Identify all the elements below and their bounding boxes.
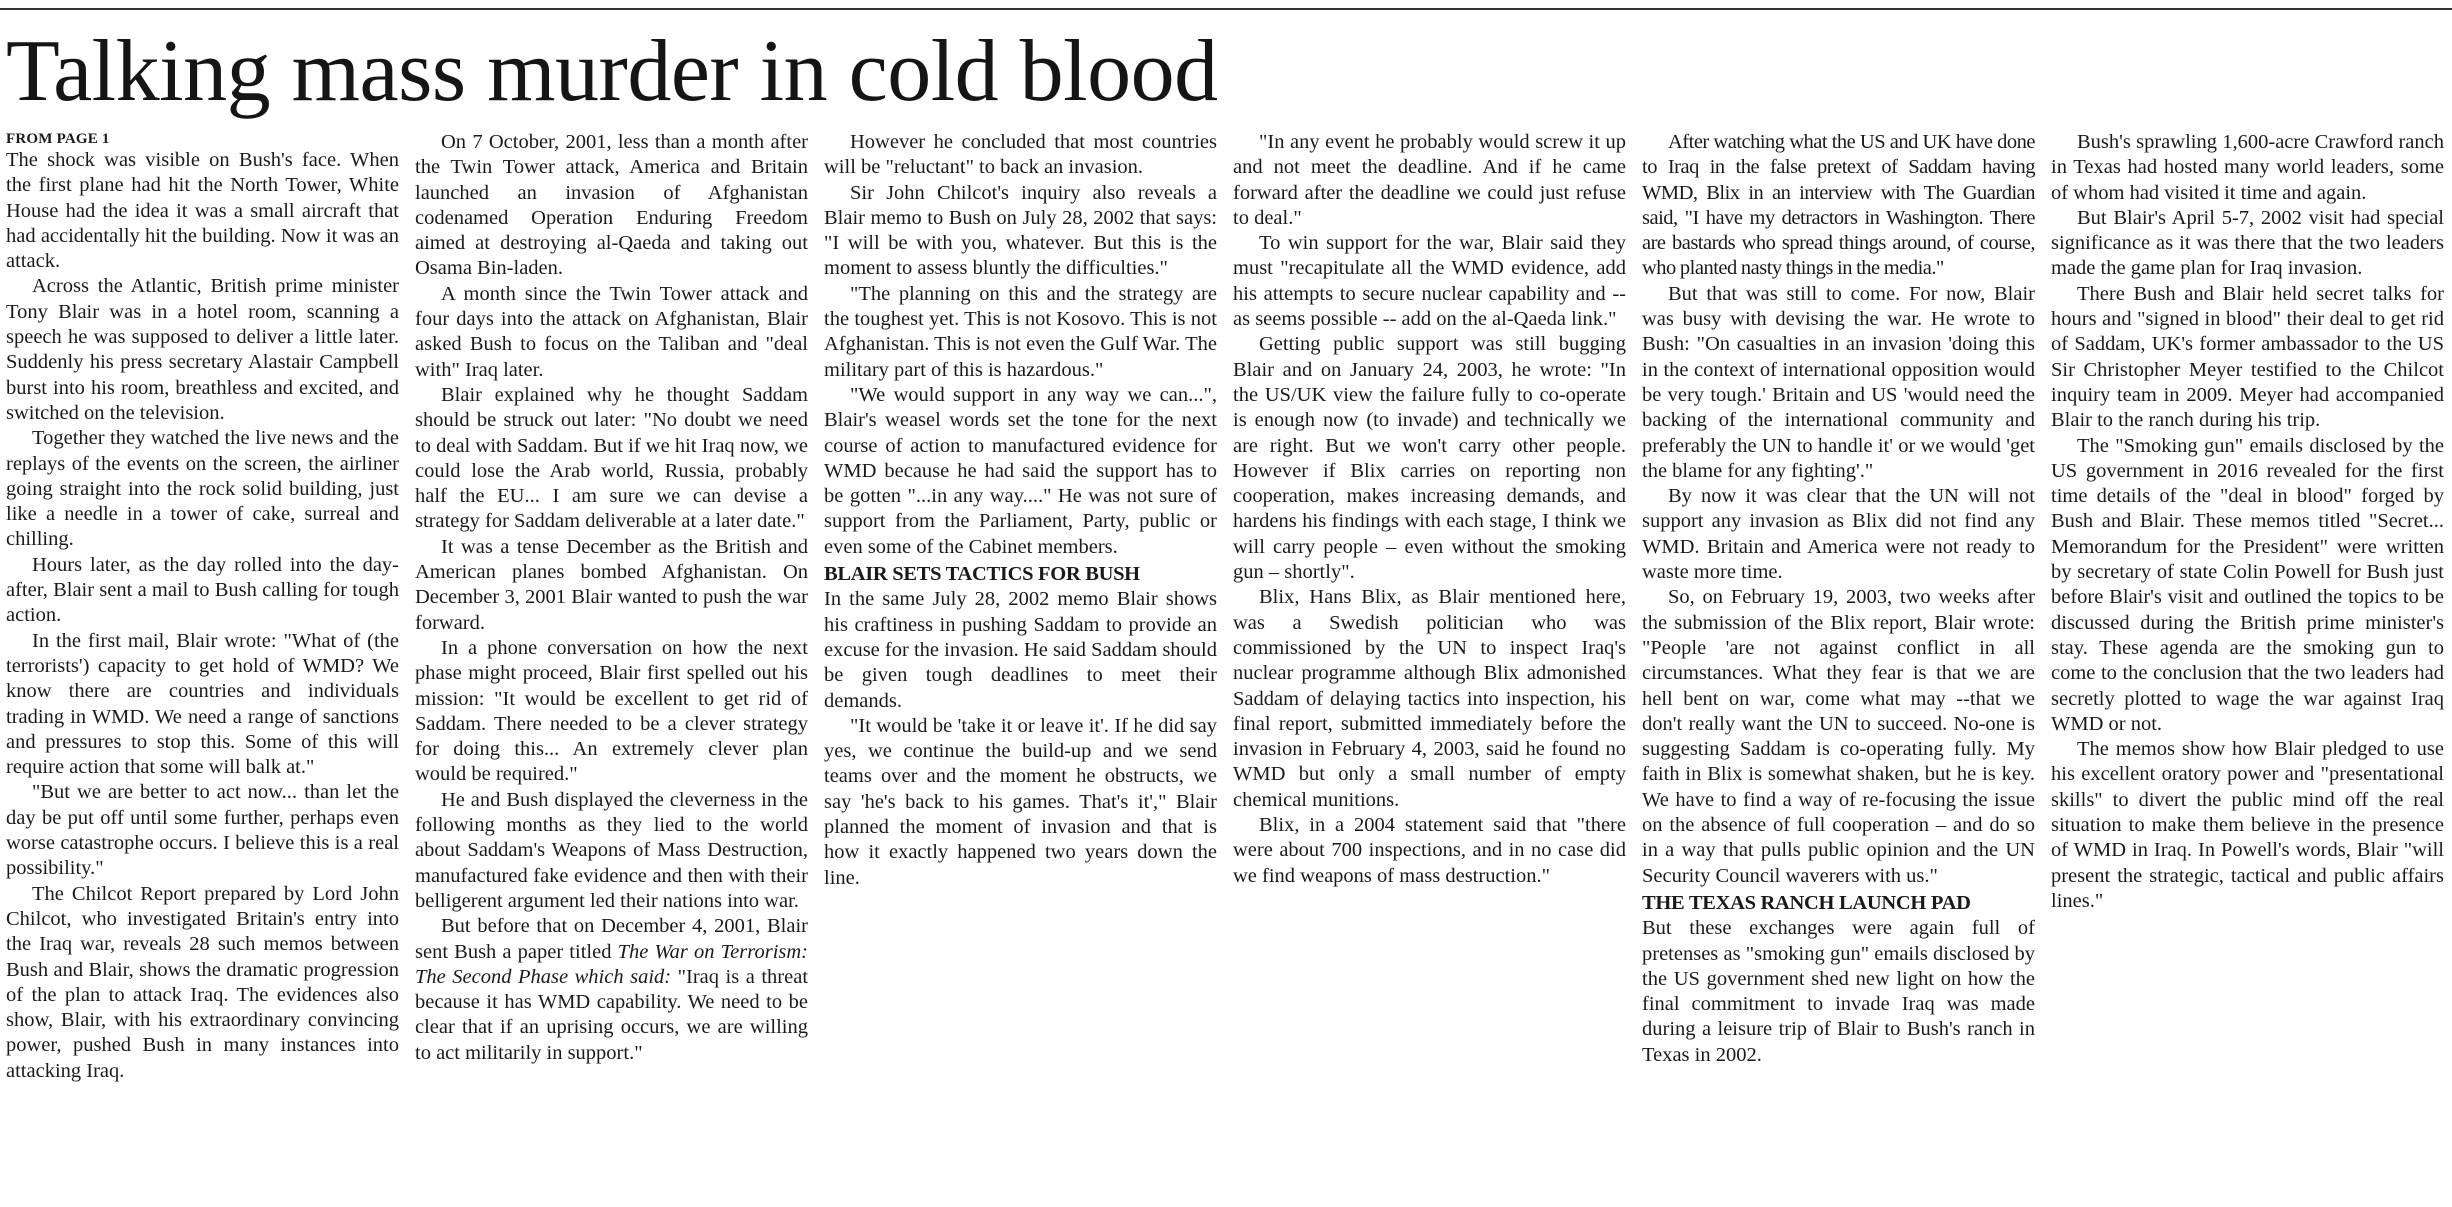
paragraph: He and Bush displayed the cleverness in the following months as they lied to the world about Saddam's Weapons of Mass Destruction, manufactured fake evidence and then with their belligerent argument led their nations into war.: [415, 788, 808, 912]
top-rule: [0, 8, 2452, 10]
paragraph: A month since the Twin Tower attack and four days into the attack on Afghanistan, Blair asked Bush to focus on the Taliban and "deal with" Iraq later.: [415, 282, 808, 381]
paragraph-text: But before that on December 4, 2001, Blair sent Bush a paper titled: [415, 915, 808, 963]
paragraph: There Bush and Blair held secret talks for hours and "signed in blood" their deal to get rid of Saddam, UK's former ambassador to the US Sir Christopher Meyer testified to the Chilcot inquiry team in 2009. Meyer had accompanied Blair to the ranch during his trip.: [2051, 282, 2444, 432]
paragraph: "In any event he probably would screw it up and not meet the deadline. And if he came forward after the deadline we could just refuse to deal.": [1233, 131, 1626, 229]
paragraph: The shock was visible on Bush's face. When the first plane had hit the North Tower, White House had the idea it was a small aircraft that had accidentally hit the building. Now it was an attack.: [6, 149, 399, 273]
paragraph: Blix, Hans Blix, as Blair mentioned here, was a Swedish politician who was commissioned by the UN to inspect Iraq's nuclear programme although Blix admonished Saddam of delaying tactics into inspection, his final report, submitted immediately before the invasion in February 4, 2003, said he found no WMD but only a small number of empty chemical munitions.: [1233, 586, 1626, 811]
paragraph: "But we are better to act now... than let the day be put off until some further, perhaps even worse catastrophe occurs. I believe this is a real possibility.": [6, 781, 399, 880]
headline: Talking mass murder in cold blood: [6, 23, 1218, 120]
subhead-texas: THE TEXAS RANCH LAUNCH PAD: [1642, 891, 1971, 914]
article-body: [6, 130, 2446, 1207]
paragraph: Across the Atlantic, British prime minister Tony Blair was in a hotel room, scanning a speech he was supposed to deliver a little later. Suddenly his press secretary Alastair Campbell burst into his room, breathless and excited, and switched on the television.: [6, 275, 399, 424]
subhead-tactics: BLAIR SETS TACTICS FOR BUSH: [824, 563, 1140, 586]
paragraph: "It would be 'take it or leave it'. If he did say yes, we continue the build-up and we send teams over and the moment he obstructs, we say 'he's back to his games. That's it'," Blair planned the moment of invasion and that is how it exactly happened two years down the line.: [824, 714, 1217, 889]
paragraph: But these exchanges were again full of pretenses as "smoking gun" emails disclosed by the US government shed new light on how the final commitment to invade Iraq was made during a leisure trip of Blair to Bush's ranch in Texas in 2002.: [1642, 917, 2035, 1066]
paragraph: By now it was clear that the UN will not support any invasion as Blix did not find any WMD. Britain and America were not ready to waste more time.: [1642, 485, 2035, 584]
paragraph: To win support for the war, Blair said they must "recapitulate all the WMD evidence, add his attempts to secure nuclear capability and -- as seems possible -- add on the al-Qaeda link.": [1233, 232, 1626, 331]
paragraph: Bush's sprawling 1,600-acre Crawford ranch in Texas had hosted many world leaders, some of whom had visited it time and again.: [2051, 131, 2444, 204]
paragraph: So, on February 19, 2003, two weeks after the submission of the Blix report, Blair wrote: "People 'are not against conflict in all circumstances. What they fear is that we are hell bent on war, come what may --that we don't really want the UN to succeed. No-one is suggesting Saddam is co-operating fully. My faith in Blix is somewhat shaken, but he is key. We have to find a way of re-focusing the issue on the absence of full cooperation – and do so in a way that pulls public opinion and the UN Security Council waverers with us.": [1642, 586, 2035, 887]
paragraph: Sir John Chilcot's inquiry also reveals a Blair memo to Bush on July 28, 2002 that says: "I will be with you, whatever. But this is the moment to assess bluntly the difficulties.": [824, 181, 1217, 280]
column-4: [1233, 130, 1626, 1207]
paragraph: But Blair's April 5-7, 2002 visit had special significance as it was there that the two leaders made the game plan for Iraq invasion.: [2051, 206, 2444, 280]
paragraph: [415, 914, 808, 1066]
column-5: [1642, 130, 2035, 1207]
paragraph: In the same July 28, 2002 memo Blair shows his craftiness in pushing Saddam to provide an excuse for the invasion. He said Saddam should be given tough deadlines to meet their demands.: [824, 588, 1217, 712]
column-1: [6, 130, 399, 1207]
column-2: [415, 130, 808, 1207]
paragraph: It was a tense December as the British and American planes bombed Afghanistan. On December 3, 2001 Blair wanted to push the war forward.: [415, 535, 808, 634]
column-3: [824, 130, 1217, 1207]
kicker: FROM PAGE 1: [6, 131, 110, 147]
paragraph: Getting public support was still bugging Blair and on January 24, 2003, he wrote: "In the US/UK view the failure fully to co-operate is enough now (to invade) and technically we are right. But we won't carry other people. However if Blix carries on reporting non cooperation, makes increasing demands, and hardens his findings with each stage, I think we will carry people – even without the smoking gun – shortly".: [1233, 333, 1626, 584]
paragraph: In the first mail, Blair wrote: "What of (the terrorists') capacity to get hold of WMD? We know there are countries and individuals trading in WMD. We need a range of sanctions and pressures to stop this. Some of this will require action that some will balk at.": [6, 629, 399, 779]
paragraph: "We would support in any way we can...", Blair's weasel words set the tone for the next course of action to manufactured evidence for WMD because he had said the support has to be gotten "...in any way...." He was not sure of support from the Parliament, Party, public or even some of the Cabinet members.: [824, 383, 1217, 558]
paragraph: The memos show how Blair pledged to use his excellent oratory power and "presentational skills" to divert the public mind off the real situation to make them believe in the presence of WMD in Iraq. In Powell's words, Blair "will present the strategic, tactical and public affairs lines.": [2051, 738, 2444, 912]
paragraph: On 7 October, 2001, less than a month after the Twin Tower attack, America and Britain launched an invasion of Afghanistan codenamed Operation Enduring Freedom aimed at destroying al-Qaeda and taking out Osama Bin-laden.: [415, 131, 808, 280]
paragraph: However he concluded that most countries will be "reluctant" to back an invasion.: [824, 131, 1217, 179]
paper-title: The War on Terrorism: The Second Phase which said:: [415, 940, 808, 988]
paragraph: Blair explained why he thought Saddam should be struck out later: "No doubt we need to deal with Saddam. But if we hit Iraq now, we could lose the Arab world, Russia, probably half the EU... I am sure we can devise a strategy for Saddam deliverable at a later date.": [415, 383, 808, 533]
paragraph: The Chilcot Report prepared by Lord John Chilcot, who investigated Britain's entry into the Iraq war, reveals 28 such memos between Bush and Blair, shows the dramatic progression of the plan to attack Iraq. The evidences also show, Blair, with his extraordinary convincing power, pushed Bush in many instances into attacking Iraq.: [6, 882, 399, 1082]
paragraph: But that was still to come. For now, Blair was busy with devising the war. He wrote to Bush: "On casualties in an invasion 'doing this in the context of international opposition would be very tough.' Britain and US 'would need the backing of the international community and preferably the UN to handle it' or we would 'get the blame for any fighting'.": [1642, 282, 2035, 482]
paragraph: In a phone conversation on how the next phase might proceed, Blair first spelled out his mission: "It would be excellent to get rid of Saddam. There needed to be a clever strategy for doing this... An extremely clever plan would be required.": [415, 636, 808, 786]
column-6: [2051, 130, 2444, 1207]
paragraph: "The planning on this and the strategy are the toughest yet. This is not Kosovo. This is not Afghanistan. This is not even the Gulf War. The military part of this is hazardous.": [824, 282, 1217, 381]
paragraph-quote: "Iraq is a threat because it has WMD capability. We need to be clear that if an uprising occurs, we are willing to act militarily in support.": [415, 965, 808, 1064]
paragraph: The "Smoking gun" emails disclosed by the US government in 2016 revealed for the first time details of the "deal in blood" forged by Bush and Blair. These memos titled "Secret... Memorandum for the President" were written by secretary of state Colin Powell for Bush just before Blair's visit and outlined the topics to be discussed during the British prime minister's stay. These agenda are the smoking gun to come to the conclusion that the two leaders had secretly plotted to wage the war against Iraq WMD or not.: [2051, 434, 2444, 735]
paragraph: Hours later, as the day rolled into the day-after, Blair sent a mail to Bush calling for tough action.: [6, 553, 399, 627]
paragraph: Blix, in a 2004 statement said that "there were about 700 inspections, and in no case did we find weapons of mass destruction.": [1233, 814, 1626, 887]
paragraph: Together they watched the live news and the replays of the events on the screen, the airliner going straight into the rock solid building, just like a needle in a tower of cake, surreal and chilling.: [6, 427, 399, 551]
paragraph: After watching what the US and UK have done to Iraq in the false pretext of Saddam having WMD, Blix in an interview with The Guardian said, "I have my detractors in Washington. There are bastards who spread things around, of course, who planted nasty things in the media.": [1642, 131, 2035, 280]
